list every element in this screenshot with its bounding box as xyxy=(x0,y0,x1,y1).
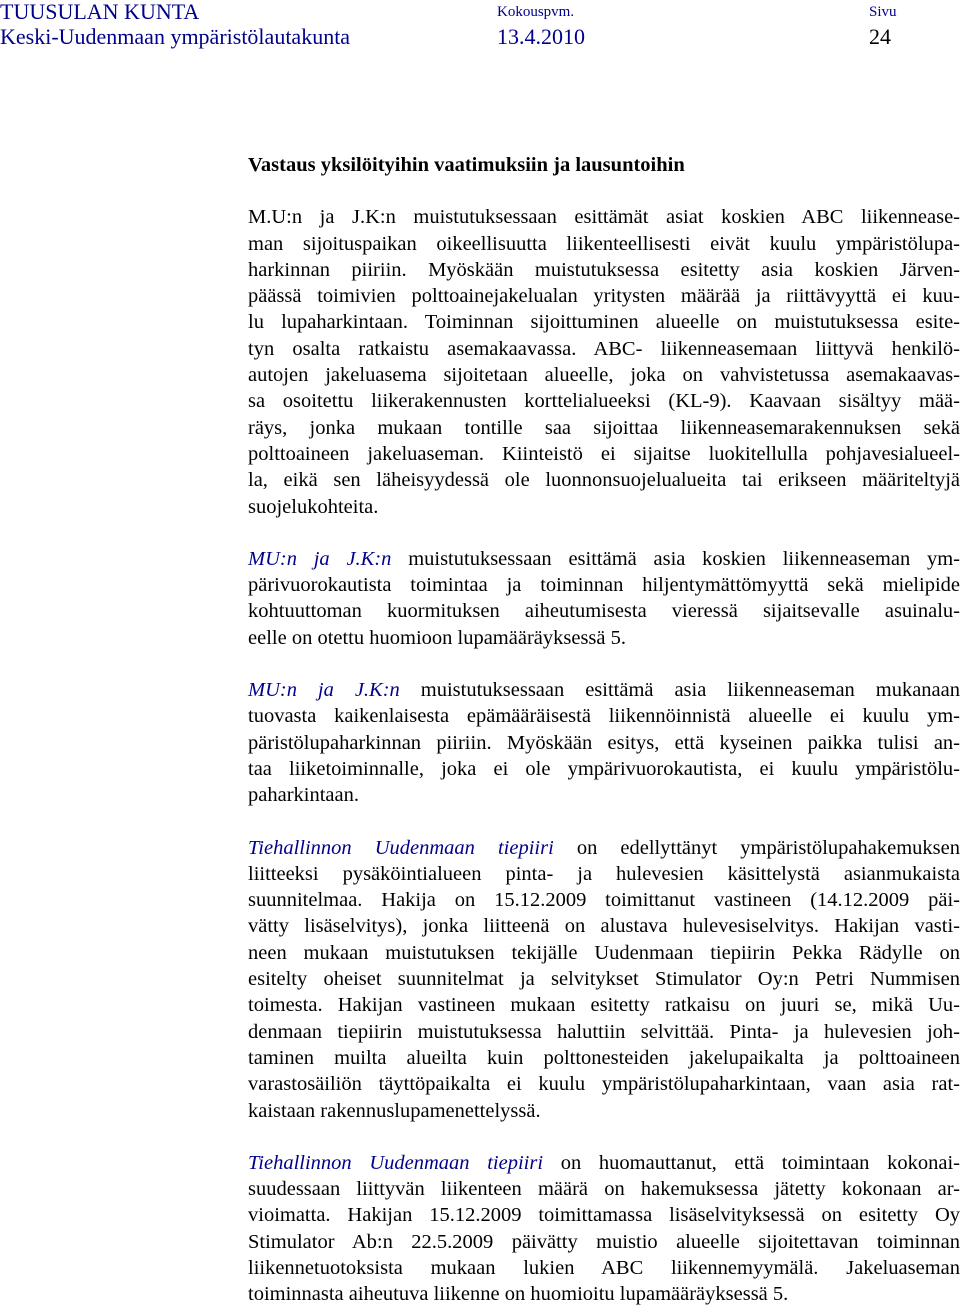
paragraph-line: liikennetuotoksista mukaan lukien ABC liikennemyymälä. Jakeluaseman xyxy=(248,1256,960,1279)
paragraph-line: man sijoituspaikan oikeellisuutta liikenteellisesti eivät kuulu ympäristölupa- xyxy=(248,232,960,255)
paragraph-line: tyn osalta ratkaistu asemakaavassa. ABC- liikenneasemaan liittyvä henkilö- xyxy=(248,337,960,360)
paragraph-lead: MU:n ja J.K:n xyxy=(248,679,400,702)
paragraph-lead: MU:n ja J.K:n xyxy=(248,547,392,570)
section-heading: Vastaus yksilöityihin vaatimuksiin ja lausuntoihin xyxy=(248,154,685,176)
paragraph-line: la, eikä sen läheisyydessä ole luonnonsuojelualueita tai erikseen määriteltyjä xyxy=(248,469,960,492)
meeting-date xyxy=(497,24,585,50)
paragraph-line xyxy=(248,835,960,861)
paragraph-line: denmaan tiepiirin muistutuksessa haluttiin selvittää. Pinta- ja hulevesien joh- xyxy=(248,1020,960,1043)
paragraph-line: autojen jakeluasema sijoitetaan alueelle, joka on vahvistetussa asemakaavas- xyxy=(248,364,960,387)
paragraph-line: suojelukohteita. xyxy=(248,495,379,518)
paragraph-line: harkinnan piiriin. Myöskään muistutuksessa esitetty asia koskien Järven- xyxy=(248,258,960,281)
paragraph-line: Stimulator Ab:n 22.5.2009 päivätty muistio alueelle sijoitettavan toiminnan xyxy=(248,1230,960,1253)
paragraph-line: eelle on otettu huomioon lupamääräyksessä 5. xyxy=(248,626,627,649)
spacer xyxy=(248,1124,960,1150)
paragraph-line: neen mukaan muistutuksen tekijälle Uudenmaan tiepiirin Pekka Rädylle on xyxy=(248,941,960,964)
paragraph-line: päässä toimivien polttoainejakelualan yritysten määrää ja riittävyyttä ei kuu- xyxy=(248,285,960,308)
paragraph-lead: Tiehallinnon Uudenmaan tiepiiri xyxy=(248,836,554,859)
paragraph-4 xyxy=(248,835,960,1124)
spacer xyxy=(248,178,960,204)
paragraph-line: taminen muilta alueilta kuin polttonesteiden jakelupaikalta ja polttoaineen xyxy=(248,1046,960,1069)
page-number-text: 24 xyxy=(869,24,891,49)
paragraph-3 xyxy=(248,677,960,808)
document-body xyxy=(248,152,960,1308)
paragraph-line-text: muistutuksessaan esittämä asia koskien liikenneaseman ym- xyxy=(391,547,960,570)
paragraph-line: suudessaan liittyvän liikenteen määrä on hakemuksessa jätetty kokonaan ar- xyxy=(248,1178,960,1201)
paragraph-lead: Tiehallinnon Uudenmaan tiepiiri xyxy=(248,1151,544,1174)
paragraph-line: M.U:n ja J.K:n muistutuksessaan esittämät asiat koskien ABC liikennease- xyxy=(248,206,960,229)
paragraph-line: taa liiketoiminnalle, joka ei ole ympärivuorokautista, ei kuulu ympäristölu- xyxy=(248,757,960,780)
board-name-text: Keski-Uudenmaan ympäristölautakunta xyxy=(0,24,351,49)
board-name xyxy=(0,24,350,50)
paragraph-line: pärivuorokautista toimintaa ja toiminnan hiljentymättömyyttä sekä mielipide xyxy=(248,574,960,597)
paragraph-5 xyxy=(248,1150,960,1308)
organization-name-text: TUUSULAN KUNTA xyxy=(0,0,200,24)
paragraph-line: sa osoitettu liikerakennusten korttelialueeksi (KL-9). Kaavaan sisältyy mää- xyxy=(248,390,960,413)
paragraph-line-text: on edellyttänyt ympäristölupahakemuksen xyxy=(553,836,960,859)
paragraph-line: kohtuuttoman kuormituksen aiheutumisesta vieressä sijaitsevalle asuinalu- xyxy=(248,600,960,623)
paragraph-1 xyxy=(248,204,960,520)
paragraph-line: varastosäiliön täyttöpaikalta ei kuulu ympäristölupaharkintaan, vaan asia rat- xyxy=(248,1073,960,1096)
paragraph-line: polttoaineen jakeluaseman. Kiinteistö ei sijaitse luokitellulla pohjavesialueel- xyxy=(248,442,960,465)
paragraph-line-text: muistutuksessaan esittämä asia liikenneaseman mukanaan xyxy=(399,679,960,702)
paragraph-line: lu lupaharkintaan. Toiminnan sijoittuminen alueelle on muistutuksessa esite- xyxy=(248,311,960,334)
paragraph-line: päristölupaharkinnan piiriin. Myöskään esitys, että kyseinen paikka tulisi an- xyxy=(248,731,960,754)
spacer xyxy=(248,520,960,546)
meeting-date-label-text: Kokouspvm. xyxy=(497,4,575,20)
page-number xyxy=(869,24,891,50)
paragraph-line xyxy=(248,1150,960,1176)
spacer xyxy=(248,651,960,677)
page-number-label xyxy=(869,3,897,21)
paragraph-line: paharkintaan. xyxy=(248,784,359,807)
paragraph-line: toimesta. Hakijan vastineen mukaan esitetty ratkaisu on juuri se, mikä Uu- xyxy=(248,994,960,1017)
paragraph-line: vioimatta. Hakijan 15.12.2009 toimittamassa lisäselvityksessä on esitetty Oy xyxy=(248,1204,960,1227)
spacer xyxy=(248,809,960,835)
paragraph-line: kaistaan rakennuslupamenettelyssä. xyxy=(248,1099,541,1122)
organization-name xyxy=(0,0,199,24)
meeting-date-label xyxy=(497,3,574,21)
page-number-label-text: Sivu xyxy=(869,4,897,20)
paragraph-line: toiminnasta aiheutuva liikenne on huomioitu lupamääräyksessä 5. xyxy=(248,1283,789,1306)
paragraph-2 xyxy=(248,546,960,651)
paragraph-line xyxy=(248,677,960,703)
paragraph-line xyxy=(248,546,960,572)
paragraph-line: liitteeksi pysäköintialueen pinta- ja hulevesien käsittelystä asianmukaista xyxy=(248,862,960,885)
paragraph-line: vätty lisäselvitys), jonka liitteenä on alustava hulevesiselvitys. Hakijan vasti- xyxy=(248,915,960,938)
paragraph-line: tuovasta kaikenlaisesta epämääräisestä liikennöinnistä alueelle ei kuulu ym- xyxy=(248,705,960,728)
paragraph-line-text: on huomauttanut, että toimintaan kokonai- xyxy=(543,1151,960,1174)
paragraph-line: räys, jonka mukaan tontille saa sijoittaa liikenneasemarakennuksen sekä xyxy=(248,416,960,439)
paragraph-line: esitelty oheiset suunnitelmat ja selvitykset Stimulator Oy:n Petri Nummisen xyxy=(248,968,960,991)
paragraph-line: suunnitelmaa. Hakija on 15.12.2009 toimittanut vastineen (14.12.2009 päi- xyxy=(248,889,960,912)
meeting-date-text: 13.4.2010 xyxy=(497,24,585,49)
